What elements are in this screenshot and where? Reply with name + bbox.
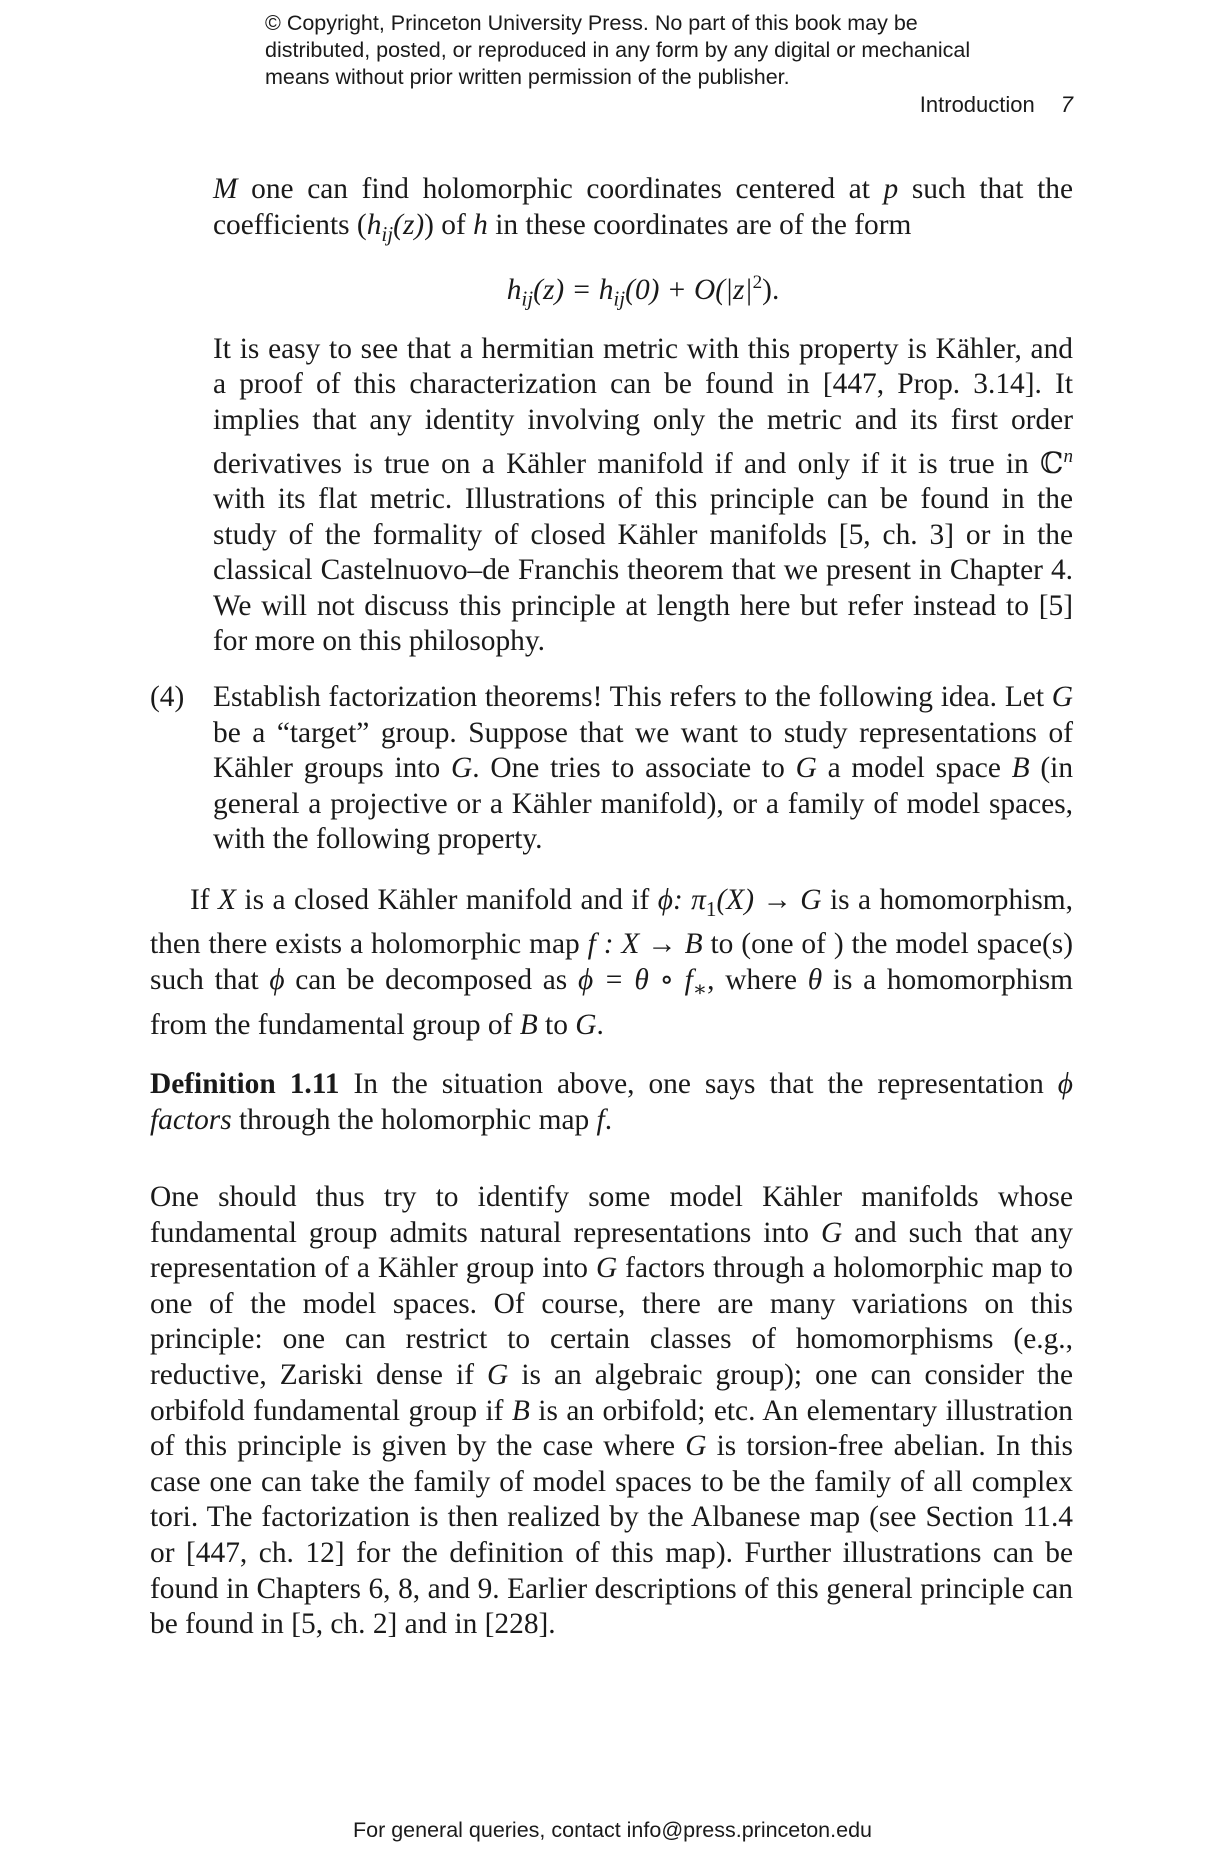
math-homomorphism: ϕ: π (657, 884, 706, 916)
math-f: f (596, 1103, 605, 1136)
definition-label: Definition 1.11 (150, 1068, 340, 1100)
text-span: In the situation above, one says that the representation (339, 1068, 1058, 1100)
math-G: G (595, 1252, 618, 1285)
math-X: X (218, 884, 236, 916)
list-item-4 (150, 680, 1073, 858)
text-span: through the holomorphic map (231, 1103, 597, 1136)
item-3-body (213, 332, 1073, 660)
math-G: G (1051, 681, 1073, 713)
running-title: Introduction (919, 92, 1035, 117)
text-span: in these coordinates are of the form (487, 208, 912, 241)
list-item-number: (4) (150, 681, 185, 713)
math-z: (z) (393, 208, 425, 241)
copyright-notice (265, 10, 985, 91)
closing-paragraph (150, 1180, 1073, 1643)
text-span: (in general a projective or a Kähler manifold), or a family of model spaces, with the following property. (213, 752, 1074, 856)
math-close: ). (762, 273, 780, 306)
math-subscript: ij (521, 286, 534, 311)
math-subscript: ij (613, 286, 626, 311)
text-span: is torsion-free abelian. In this case one can take the family of model spaces to be the family of all complex tori. The factorization is then realized by the Albanese map (see Section 11.4 or [447, ch. 12] for the definition of this map). Further illustrations can be found in Chapters 6, 8, and 9. Earlier descriptions of this general principle can be found in [5, ch. 2] and in [228]. (150, 1430, 1073, 1641)
math-big-o: (0) + O(|z| (625, 273, 753, 306)
math-theta: θ (807, 964, 823, 997)
math-h: h (506, 273, 522, 306)
text-span: to (one of ) the model space(s) such that (150, 928, 1074, 997)
math-h: h (473, 208, 488, 241)
text-span: . One tries to associate to (472, 752, 796, 785)
text-span: with its flat metric. Illustrations of this principle can be found in the study of the formality of closed Kähler manifolds [5, ch. 3] or in the classical Castelnuovo–de Franchis theorem that we present in Chapter 4. We will not discuss this principle at length here but refer instead to [5] for more on this philosophy. (213, 482, 1073, 658)
math-phi: ϕ (269, 964, 285, 997)
footer-contact: For general queries, contact info@press.princeton.edu (352, 1818, 872, 1842)
text-span: such that the coefficients ( (213, 173, 1073, 241)
copyright-line-1: © Copyright, Princeton University Press. No part of this book may be (265, 11, 918, 35)
math-superscript: 2 (752, 272, 763, 294)
item-4-body (213, 680, 1073, 858)
math-decomposition: ϕ = θ ∘ f (577, 964, 693, 997)
text-span: be a “target” group. Suppose that we want to study representations of Kähler groups into (213, 716, 1073, 785)
math-G: G (575, 1008, 597, 1041)
text-span: One should thus try to identify some model Kähler manifolds whose fundamental group admits natural representations into (150, 1181, 1073, 1249)
math-G: G (487, 1358, 509, 1391)
math-subscript: 1 (705, 896, 717, 921)
text-span: Establish factorization theorems! This refers to the following idea. Let (213, 681, 1052, 713)
math-G: G (451, 752, 473, 785)
text-span: is a homomorphism from the fundamental group of (150, 964, 1073, 1041)
definition-1-11 (150, 1067, 1073, 1138)
item-3-continuation (213, 172, 1073, 660)
text-span: is a closed Kähler manifold and if (235, 884, 658, 916)
math-G: G (685, 1430, 707, 1463)
text-span: is a homomorphism, then there exists a holomorphic map (150, 884, 1073, 961)
defined-term: factors (150, 1103, 232, 1136)
text-span: . (596, 1008, 604, 1041)
math-B: B (511, 1394, 530, 1427)
text-span: is an algebraic group); one can consider the orbifold fundamental group if (150, 1358, 1073, 1427)
text-span: , where (707, 964, 808, 997)
text-span: is an orbifold; etc. An elementary illustration of this principle is given by the case where (150, 1394, 1073, 1463)
text-span: can be decomposed as (284, 964, 578, 997)
text-span: a model space (816, 752, 1012, 785)
math-B: B (519, 1008, 538, 1041)
copyright-line-2: distributed, posted, or reproduced in any form by any digital or mechanical (265, 38, 971, 62)
math-M: M (213, 173, 238, 205)
math-subscript: ∗ (692, 976, 708, 1001)
math-map: f : X → B (587, 928, 703, 961)
math-h: h (598, 273, 614, 306)
item-3-intro (213, 172, 1073, 252)
text-span: It is easy to see that a hermitian metric with this property is Kähler, and a proof of this characterization can be found in [447, Prop. 3.14]. It implies that any identity involving only the metric and its first order derivatives is true on a Kähler manifold if and only if it is true in (213, 332, 1073, 480)
math-complex-space: ℂ (1040, 447, 1064, 480)
display-equation (213, 272, 1073, 312)
math-z: (z) = (533, 273, 599, 306)
math-homomorphism: (X) → G (716, 884, 822, 916)
math-h: h (366, 208, 382, 241)
math-G: G (820, 1216, 843, 1249)
math-G: G (795, 752, 817, 785)
math-subscript: ij (381, 221, 394, 246)
math-B: B (1011, 752, 1030, 785)
running-head (880, 92, 1073, 118)
math-p: p (883, 173, 899, 205)
text-span: ) of (424, 208, 474, 241)
factorization-paragraph (150, 883, 1073, 1043)
math-phi: ϕ (1057, 1068, 1074, 1100)
copyright-line-3: means without prior written permission of the publisher. (265, 65, 790, 89)
page-number: 7 (1060, 92, 1073, 117)
text-span: and such that any representation of a Kähler group into (150, 1216, 1073, 1285)
text-span: to (537, 1008, 576, 1041)
text-span: . (604, 1103, 613, 1136)
text-span: factors through a holomorphic map to one of the model spaces. Of course, there are many variations on this principle: one can restrict to certain classes of homomorphisms (e.g., reductive, Zariski dense if (150, 1252, 1074, 1391)
text-span: one can find holomorphic coordinates centered at (237, 173, 884, 205)
math-superscript: n (1063, 445, 1073, 467)
text-span: If (190, 884, 219, 916)
